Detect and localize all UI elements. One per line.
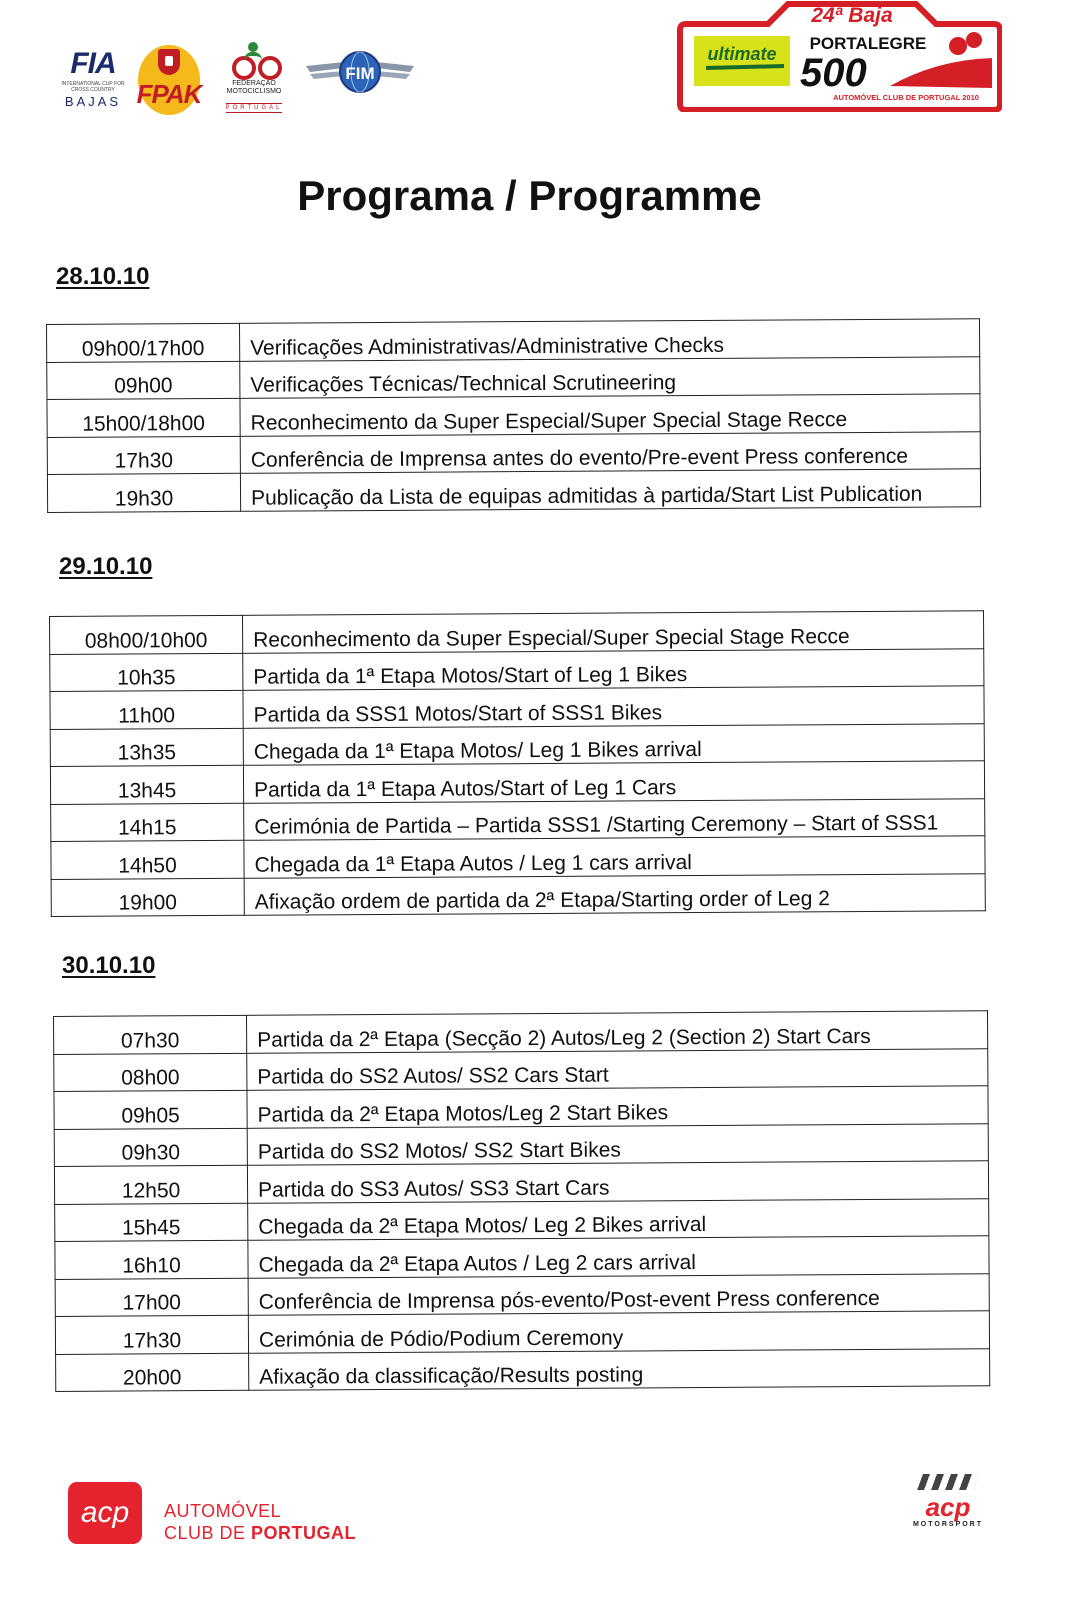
fim-logo <box>304 44 416 102</box>
table-row <box>50 611 984 654</box>
table-row <box>47 356 980 399</box>
motorsport-text: MOTORSPORT <box>912 1521 984 1528</box>
acp-name-line2 <box>164 1522 356 1544</box>
time-cell: 08h00 <box>54 1053 247 1092</box>
event-cell: Chegada da 2ª Etapa Autos / Leg 2 cars arrival <box>248 1236 989 1278</box>
table-row <box>54 1048 988 1091</box>
acp-logo-text: acp <box>68 1482 142 1544</box>
fpak-text: FPAK <box>136 79 202 109</box>
date-heading-day2: 29.10.10 <box>59 553 153 580</box>
baja-organizer: AUTOMÓVEL CLUB DE PORTUGAL 2010 <box>833 93 979 102</box>
schedule-table-day1 <box>46 318 981 512</box>
time-cell: 14h50 <box>51 840 244 879</box>
shield-icon <box>158 49 180 75</box>
table-row <box>54 1161 988 1204</box>
event-cell: Conferência de Imprensa antes do evento/Pre-event Press conference <box>240 431 980 473</box>
schedule-table-day3 <box>53 1010 990 1392</box>
table-row <box>51 798 985 841</box>
time-cell: 17h00 <box>55 1278 248 1317</box>
time-cell: 10h35 <box>50 653 243 692</box>
time-cell: 07h30 <box>54 1015 247 1054</box>
table-row <box>51 836 985 879</box>
event-cell: Chegada da 2ª Etapa Motos/ Leg 2 Bikes arrival <box>248 1198 989 1240</box>
table-row <box>50 761 984 804</box>
event-cell: Partida da SSS1 Motos/Start of SSS1 Bikes <box>243 686 984 728</box>
time-cell: 09h00 <box>47 361 240 400</box>
time-cell: 09h00/17h00 <box>47 323 240 362</box>
fmp-line3: PORTUGAL <box>225 105 283 111</box>
acp-name-club: CLUB DE <box>164 1523 252 1543</box>
time-cell: 15h00/18h00 <box>47 398 240 437</box>
event-cell: Reconhecimento da Super Especial/Super Special Stage Recce <box>242 611 983 653</box>
fia-bajas-text: BAJAS <box>64 94 122 109</box>
fia-logo <box>58 47 128 114</box>
event-cell: Afixação ordem de partida da 2ª Etapa/Starting order of Leg 2 <box>244 873 985 915</box>
fim-text: FIM <box>345 64 375 83</box>
time-cell: 13h45 <box>50 765 243 804</box>
event-cell: Chegada da 1ª Etapa Motos/ Leg 1 Bikes arrival <box>243 723 984 765</box>
date-heading-day3: 30.10.10 <box>62 952 156 979</box>
date-heading-day1: 28.10.10 <box>56 263 150 290</box>
ultimate-sponsor-text: ultimate <box>707 44 777 64</box>
schedule-table-day2 <box>49 610 986 917</box>
motorcycle-rider-icon <box>218 40 290 80</box>
time-cell: 13h35 <box>50 728 243 767</box>
table-row <box>54 1123 988 1166</box>
time-cell: 09h30 <box>54 1128 247 1167</box>
fpak-logo <box>134 45 204 115</box>
acp-name-line1: AUTOMÓVEL <box>164 1501 282 1521</box>
fia-mark: FIA <box>70 47 116 80</box>
event-cell: Afixação da classificação/Results posting <box>249 1348 990 1390</box>
acp-motorsport-logo <box>906 1470 990 1534</box>
motorsport-acp-text: acp <box>925 1492 971 1522</box>
table-row <box>54 1086 988 1129</box>
table-row <box>47 319 980 362</box>
time-cell: 20h00 <box>56 1353 249 1392</box>
event-cell: Partida do SS3 Autos/ SS3 Start Cars <box>247 1161 988 1203</box>
time-cell: 15h45 <box>55 1203 248 1242</box>
table-row <box>51 873 985 916</box>
baja-city: PORTALEGRE <box>809 34 927 53</box>
event-cell: Partida da 1ª Etapa Motos/Start of Leg 1 Bikes <box>243 648 984 690</box>
baja-edition: 24ª Baja <box>811 4 893 27</box>
time-cell: 08h00/10h00 <box>50 615 243 654</box>
event-cell: Partida do SS2 Autos/ SS2 Cars Start <box>247 1048 988 1090</box>
table-row <box>54 1011 988 1054</box>
event-cell: Reconhecimento da Super Especial/Super Special Stage Recce <box>240 394 980 436</box>
event-cell: Chegada da 1ª Etapa Autos / Leg 1 cars arrival <box>244 836 985 878</box>
event-cell: Cerimónia de Pódio/Podium Ceremony <box>248 1311 989 1353</box>
baja-portalegre-badge <box>676 0 1002 112</box>
winged-globe-icon <box>304 44 416 102</box>
event-cell: Partida da 2ª Etapa Motos/Leg 2 Start Bikes <box>247 1086 988 1128</box>
table-row <box>55 1236 989 1279</box>
time-cell: 12h50 <box>54 1165 247 1204</box>
time-cell: 16h10 <box>55 1240 248 1279</box>
event-cell: Partida da 1ª Etapa Autos/Start of Leg 1 Cars <box>243 761 984 803</box>
table-row <box>47 394 980 437</box>
fmp-line1: FEDERAÇÃO <box>232 80 276 87</box>
time-cell: 19h30 <box>47 473 240 512</box>
table-row <box>47 469 980 512</box>
time-cell: 17h30 <box>47 436 240 475</box>
event-cell: Verificações Administrativas/Administrative Checks <box>239 319 979 361</box>
table-row <box>55 1198 989 1241</box>
time-cell: 19h00 <box>51 878 244 917</box>
time-cell: 14h15 <box>51 803 244 842</box>
acp-logo <box>68 1482 142 1544</box>
table-row <box>56 1348 990 1391</box>
table-row <box>50 648 984 691</box>
table-row <box>47 431 980 474</box>
fmp-logo <box>218 40 290 112</box>
time-cell: 11h00 <box>50 690 243 729</box>
checkered-flag-icon <box>906 1470 990 1494</box>
event-cell: Cerimónia de Partida – Partida SSS1 /Starting Ceremony – Start of SSS1 <box>244 798 985 840</box>
table-row <box>50 723 984 766</box>
event-cell: Publicação da Lista de equipas admitidas à partida/Start List Publication <box>240 469 980 511</box>
fmp-line2: MOTOCICLISMO <box>226 88 282 95</box>
event-cell: Verificações Técnicas/Technical Scrutineering <box>240 356 980 398</box>
acp-name <box>164 1500 356 1544</box>
table-row <box>55 1311 989 1354</box>
acp-name-portugal: PORTUGAL <box>251 1523 357 1543</box>
page-title: Programa / Programme <box>297 172 762 219</box>
event-cell: Partida do SS2 Motos/ SS2 Start Bikes <box>247 1123 988 1165</box>
event-cell: Conferência de Imprensa pós-evento/Post-event Press conference <box>248 1273 989 1315</box>
fia-cup-text: INTERNATIONAL CUP FOR CROSS COUNTRY <box>61 81 125 93</box>
baja-distance: 500 <box>800 51 867 95</box>
event-cell: Partida da 2ª Etapa (Secção 2) Autos/Leg 2 (Section 2) Start Cars <box>246 1011 987 1053</box>
table-row <box>50 686 984 729</box>
table-row <box>55 1273 989 1316</box>
time-cell: 17h30 <box>55 1315 248 1354</box>
time-cell: 09h05 <box>54 1090 247 1129</box>
